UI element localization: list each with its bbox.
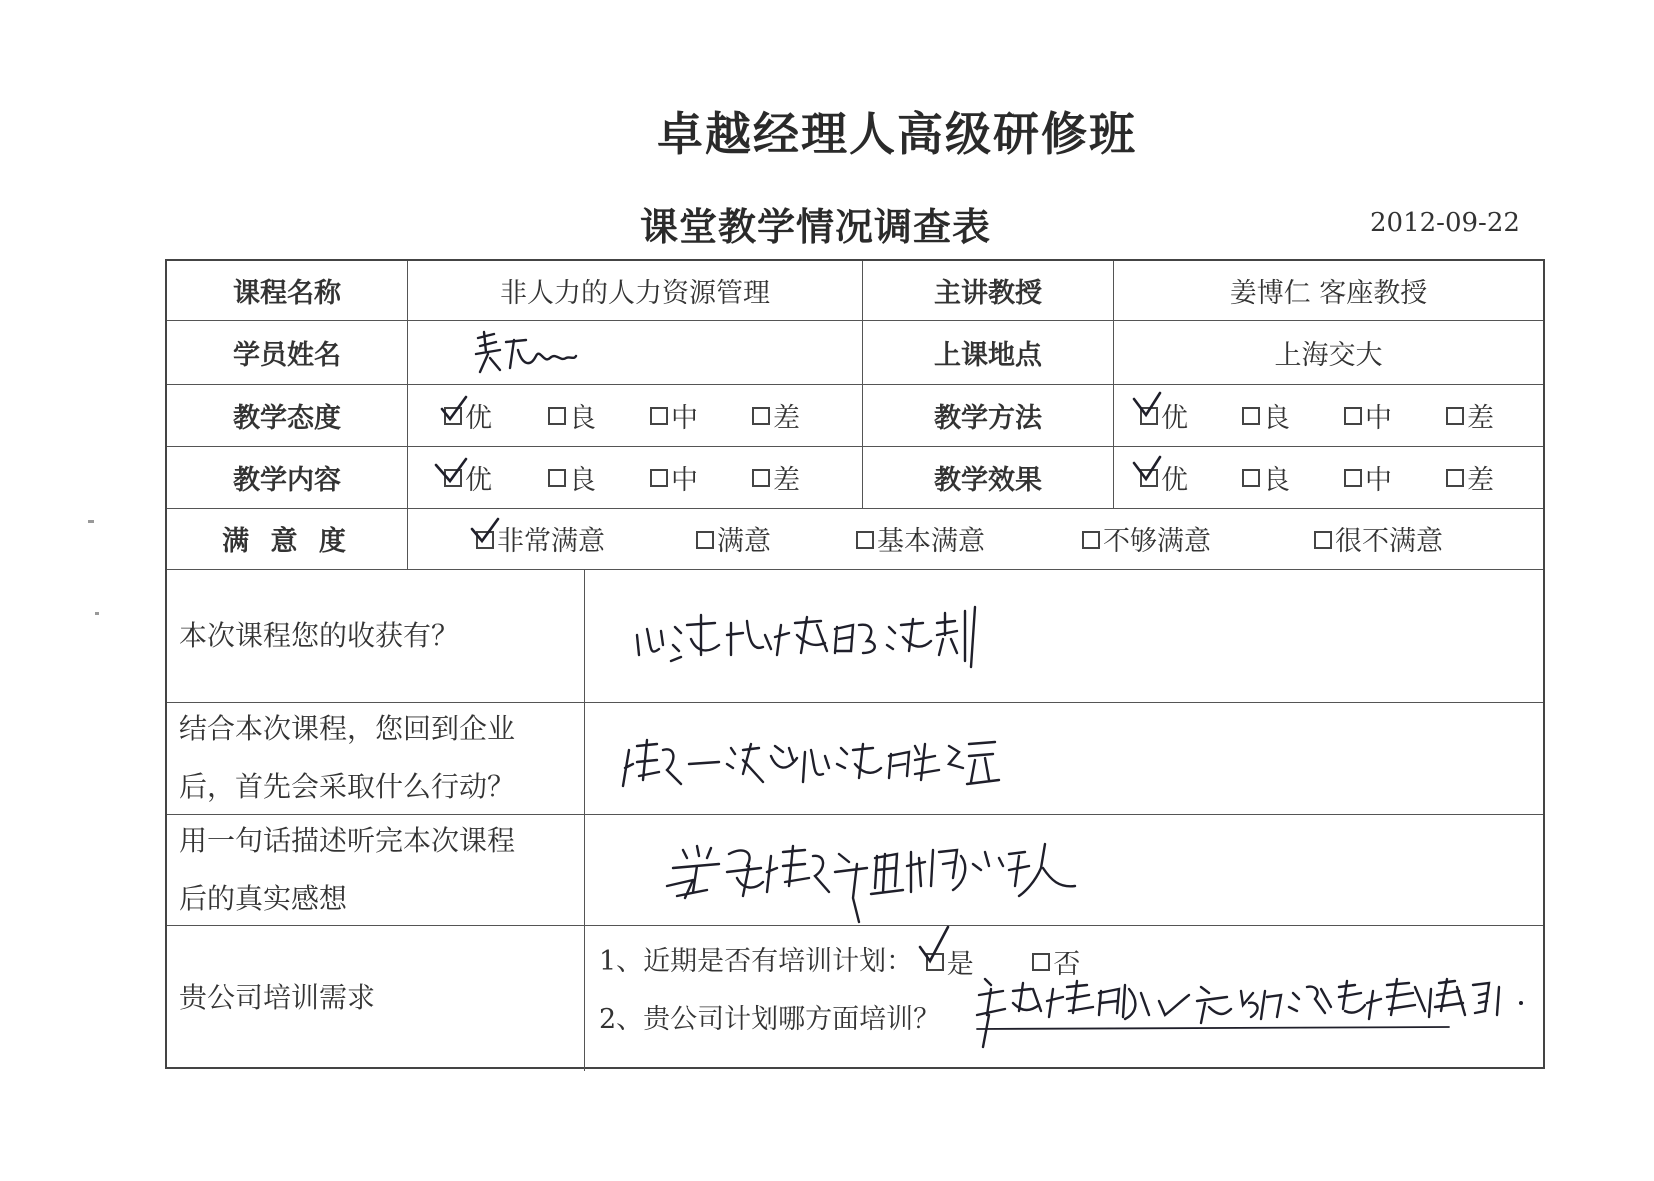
training-answer-cell [585, 925, 1543, 1071]
checkbox[interactable] [548, 407, 566, 425]
training-question-2-text: 2、贵公司计划哪方面培训？ [599, 1004, 941, 1035]
option-label: 良 [1263, 464, 1290, 496]
feeling-question-cell [167, 814, 585, 925]
satisfaction-label: 满 意 度 [167, 508, 408, 569]
gain-question-label: 本次课程您的收获有？ [179, 618, 460, 652]
form-title: 卓越经理人高级研修班 [657, 107, 1137, 161]
attitude-label: 教学态度 [167, 384, 408, 446]
training-question-1-text: 1、近期是否有培训计划： [599, 946, 914, 977]
row-action [167, 702, 1543, 815]
attitude-option-medium[interactable] [650, 396, 698, 435]
satisfaction-option-basic[interactable] [856, 519, 985, 558]
training-question-2 [599, 997, 940, 1036]
effect-option-medium[interactable] [1344, 458, 1392, 497]
action-answer-handwriting [619, 730, 1009, 800]
checkbox[interactable] [856, 531, 874, 549]
satisfaction-option-satisfied[interactable] [696, 519, 771, 558]
option-label: 差 [773, 464, 800, 496]
location-label: 上课地点 [863, 320, 1114, 384]
action-question-label: 结合本次课程，您回到企业 后，首先会采取什么行动？ [179, 712, 516, 803]
satisfaction-option-very-satisfied[interactable] [476, 519, 605, 558]
option-label: 优 [1161, 464, 1188, 496]
feeling-question-label: 用一句话描述听完本次课程 后的真实感想 [179, 823, 516, 915]
location-value: 上海交大 [1274, 339, 1383, 371]
checkbox[interactable] [1082, 531, 1100, 549]
method-options [1114, 384, 1543, 446]
row-course [167, 261, 1543, 321]
gain-question-cell [167, 569, 585, 702]
row-student [167, 320, 1543, 385]
method-option-good[interactable] [1242, 396, 1290, 435]
checkbox[interactable] [1242, 407, 1260, 425]
checkbox[interactable] [752, 407, 770, 425]
gain-answer-cell [585, 569, 1543, 702]
survey-table [165, 259, 1545, 1069]
training-answer-handwriting [969, 971, 1529, 1051]
row-content-effect [167, 446, 1543, 509]
effect-options [1114, 446, 1543, 508]
row-attitude-method [167, 384, 1543, 447]
checkbox-checked[interactable] [1140, 469, 1158, 487]
option-label: 不够满意 [1103, 526, 1211, 557]
row-satisfaction [167, 508, 1543, 570]
option-label: 中 [1365, 464, 1392, 496]
option-label: 中 [1365, 402, 1392, 434]
course-name-value: 非人力的人力资源管理 [408, 261, 863, 320]
checkbox[interactable] [1446, 407, 1464, 425]
attitude-option-good[interactable] [548, 396, 596, 435]
effect-option-poor[interactable] [1446, 458, 1494, 497]
option-label: 优 [465, 464, 492, 496]
content-options [408, 446, 863, 508]
option-label: 非常满意 [497, 526, 605, 557]
content-option-medium[interactable] [650, 458, 698, 497]
course-name-label: 课程名称 [167, 261, 408, 320]
scan-speck [88, 520, 94, 523]
student-signature-handwriting [470, 328, 580, 380]
training-question-cell [167, 925, 585, 1071]
row-training [167, 925, 1543, 1071]
training-question-label: 贵公司培训需求 [179, 981, 376, 1014]
checkbox[interactable] [650, 469, 668, 487]
option-label: 中 [671, 464, 698, 496]
checkbox[interactable] [650, 407, 668, 425]
method-option-medium[interactable] [1344, 396, 1392, 435]
method-label: 教学方法 [863, 384, 1114, 446]
option-label: 优 [1161, 402, 1188, 434]
checkbox[interactable] [548, 469, 566, 487]
option-label: 差 [773, 402, 800, 434]
checkbox-checked[interactable] [444, 469, 462, 487]
checkbox[interactable] [1446, 469, 1464, 487]
option-label: 良 [569, 464, 596, 496]
option-label: 中 [671, 402, 698, 434]
option-label: 差 [1467, 464, 1494, 496]
option-label: 良 [1263, 402, 1290, 434]
option-label: 满意 [717, 526, 771, 557]
method-option-poor[interactable] [1446, 396, 1494, 435]
checkbox-checked[interactable] [444, 407, 462, 425]
checkbox[interactable] [1344, 407, 1362, 425]
action-answer-cell [585, 702, 1543, 814]
option-label: 优 [465, 402, 492, 434]
student-name-signature [408, 320, 863, 384]
attitude-option-excellent[interactable] [444, 396, 492, 435]
checkbox[interactable] [1344, 469, 1362, 487]
form-date: 2012-09-22 [1370, 208, 1520, 238]
professor-value: 姜博仁 客座教授 [1229, 278, 1428, 309]
option-label: 否 [1053, 948, 1081, 980]
checkbox-checked[interactable] [476, 531, 494, 549]
content-option-excellent[interactable] [444, 458, 492, 497]
checkbox[interactable] [1242, 469, 1260, 487]
checkbox-checked[interactable] [1140, 407, 1158, 425]
effect-label: 教学效果 [863, 446, 1114, 508]
attitude-options [408, 384, 863, 446]
content-label: 教学内容 [167, 446, 408, 508]
student-name-label: 学员姓名 [167, 320, 408, 384]
scan-speck [95, 612, 99, 615]
option-label: 良 [569, 402, 596, 434]
attitude-option-poor[interactable] [752, 396, 800, 435]
feeling-answer-cell [585, 814, 1543, 925]
checkbox[interactable] [752, 469, 770, 487]
option-label: 很不满意 [1335, 526, 1443, 557]
checkbox[interactable] [1314, 531, 1332, 549]
professor-label: 主讲教授 [863, 261, 1114, 320]
effect-option-good[interactable] [1242, 458, 1290, 497]
method-option-excellent[interactable] [1140, 396, 1188, 435]
content-option-poor[interactable] [752, 458, 800, 497]
row-gain [167, 569, 1543, 703]
checkbox[interactable] [1032, 953, 1050, 971]
gain-answer-handwriting [631, 605, 991, 675]
satisfaction-option-very-dissatisfied[interactable] [1314, 519, 1443, 558]
effect-option-excellent[interactable] [1140, 458, 1188, 497]
row-feeling [167, 814, 1543, 926]
action-question-cell [167, 702, 585, 814]
training-q1-option-yes[interactable] [926, 942, 974, 981]
option-label: 差 [1467, 402, 1494, 434]
content-option-good[interactable] [548, 458, 596, 497]
satisfaction-option-not-enough[interactable] [1082, 519, 1211, 558]
option-label: 基本满意 [877, 526, 985, 557]
option-label: 是 [946, 948, 974, 980]
checkbox-checked[interactable] [926, 953, 944, 971]
satisfaction-options [408, 508, 1543, 569]
feeling-answer-handwriting [663, 836, 1083, 926]
form-subtitle: 课堂教学情况调查表 [640, 205, 992, 249]
checkbox[interactable] [696, 531, 714, 549]
